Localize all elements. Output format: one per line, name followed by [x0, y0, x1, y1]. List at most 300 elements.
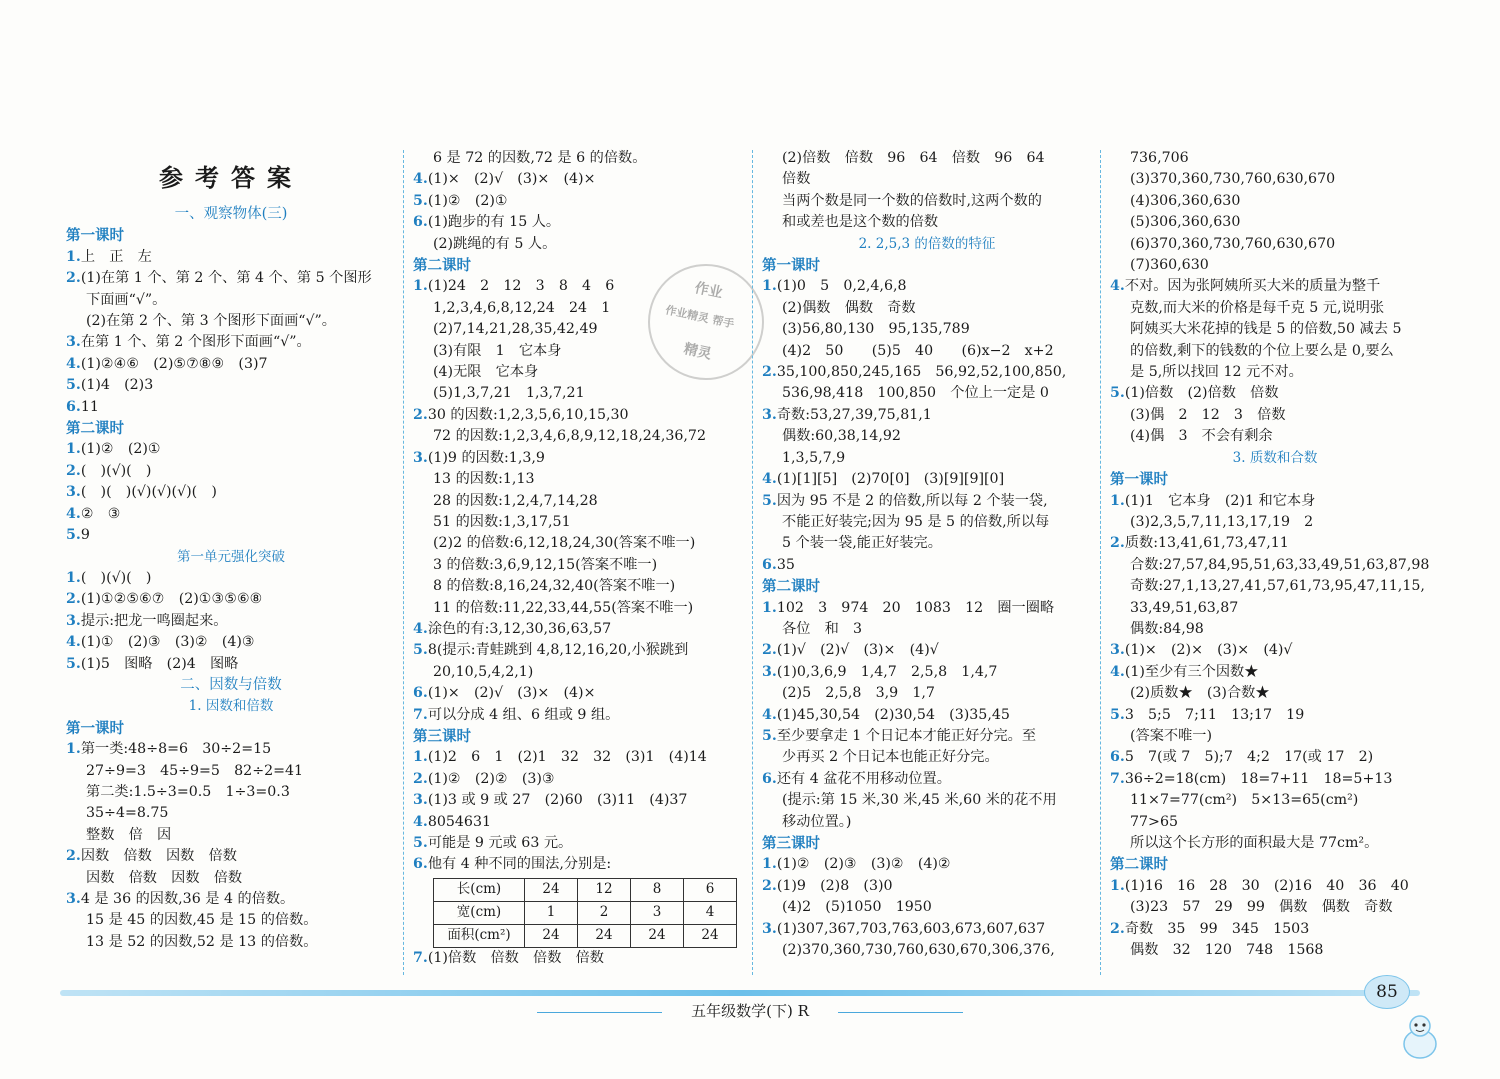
- table-cell: 6: [684, 878, 737, 901]
- answer-line: [413, 705, 743, 726]
- answer-line: [762, 383, 1092, 404]
- mascot-icon: [1390, 1010, 1450, 1062]
- answer-line: [413, 683, 743, 704]
- answer-text: 至少要拿走 1 个日记本才能正好分完。至: [776, 727, 1037, 744]
- answer-line: [413, 747, 743, 768]
- answer-text: 合数:27,57,84,95,51,63,33,49,51,63,87,98: [1130, 556, 1430, 573]
- question-number: 1.: [762, 856, 777, 873]
- question-number: 4.: [66, 355, 81, 372]
- answer-line: [66, 868, 396, 889]
- answer-text: (3)偶 2 12 3 倍数: [1130, 406, 1286, 423]
- answer-line: [66, 311, 396, 332]
- answer-text: (1)0,3,6,9 1,4,7 2,5,8 1,4,7: [776, 663, 998, 680]
- answer-line: [413, 598, 743, 619]
- answer-text: (2)5 2,5,8 3,9 1,7: [782, 685, 935, 702]
- answer-text: 不对。因为张阿姨所买大米的质量为整千: [1124, 278, 1381, 295]
- answer-text: (1)√ (2)√ (3)× (4)√: [776, 642, 939, 659]
- answer-text: (5)306,360,630: [1130, 214, 1241, 231]
- answer-line: [66, 632, 396, 653]
- answer-line: [1110, 662, 1440, 683]
- answer-text: 15 是 45 的因数,45 是 15 的倍数。: [86, 912, 318, 929]
- answer-line: [413, 212, 743, 233]
- question-number: 2.: [66, 462, 81, 479]
- question-number: 1.: [762, 599, 777, 616]
- answer-text: (答案不唯一): [1130, 727, 1213, 744]
- answer-line: [1110, 683, 1440, 704]
- answer-line: [413, 148, 743, 169]
- answer-line: [762, 812, 1092, 833]
- answer-text: 35÷4=8.75: [86, 805, 169, 822]
- answer-line: [413, 448, 743, 469]
- answer-line: [66, 504, 396, 525]
- answer-line: [762, 212, 1092, 233]
- answer-line: [1110, 598, 1440, 619]
- answer-line: [413, 405, 743, 426]
- answer-text: 1,3,5,7,9: [782, 449, 846, 466]
- answer-text: 所以这个长方形的面积最大是 77cm²。: [1130, 835, 1379, 851]
- answer-text: 第二课时: [762, 578, 820, 596]
- answer-text: 11 的倍数:11,22,33,44,55(答案不唯一): [433, 599, 694, 616]
- answer-line: [66, 461, 396, 482]
- answer-line: [413, 833, 743, 854]
- answer-line: [1110, 897, 1440, 918]
- answer-line: [1110, 876, 1440, 897]
- answer-line: [413, 790, 743, 811]
- answer-text: 第二类:1.5÷3=0.5 1÷3=0.3̇: [86, 783, 290, 800]
- subsection-heading: [66, 547, 396, 568]
- answer-line: [762, 533, 1092, 554]
- answer-text: 还有 4 盆花不用移动位置。: [776, 770, 951, 787]
- answer-text: 第一类:48÷8=6 30÷2=15: [80, 741, 272, 758]
- answer-text: (3)23 57 29 99 偶数 偶数 奇数: [1130, 899, 1393, 916]
- answer-text: 提示:把龙一鸣圈起来。: [80, 612, 228, 629]
- answer-line: [762, 276, 1092, 297]
- question-number: 5.: [66, 377, 81, 394]
- section-heading: [66, 204, 396, 225]
- answer-line: [1110, 747, 1440, 768]
- question-number: 6.: [66, 398, 81, 415]
- question-number: 6.: [762, 770, 777, 787]
- answer-line: [1110, 940, 1440, 961]
- answer-line: [1110, 812, 1440, 833]
- answer-line: [762, 469, 1092, 490]
- answer-text: 9: [80, 527, 90, 544]
- answer-text: (1)倍数 (2)倍数 倍数: [1124, 385, 1279, 402]
- answer-line: [66, 375, 396, 396]
- answer-text: (1)5 图略 (2)4 图略: [80, 655, 239, 672]
- answer-line: [1110, 234, 1440, 255]
- answer-text: (1)①②⑤⑥⑦ (2)①③⑤⑥⑧: [80, 591, 263, 608]
- answer-line: [66, 482, 396, 503]
- table-cell: 24: [578, 924, 631, 947]
- question-number: 3.: [762, 663, 777, 680]
- answer-text: 上 正 左: [80, 248, 152, 265]
- answer-text: (1)307,367,703,763,603,673,607,637: [776, 920, 1046, 937]
- answer-text: 3 5;5 7;11 13;17 19: [1124, 706, 1305, 723]
- answer-line: [762, 448, 1092, 469]
- answer-text: (4)偶 3 不会有剩余: [1130, 428, 1273, 445]
- answer-text: ( )(√)( ): [80, 569, 152, 586]
- answer-line: [66, 568, 396, 589]
- answer-text: (1)① (2)③ (3)② (4)③: [80, 634, 255, 651]
- table-cell: 24: [684, 924, 737, 947]
- answer-text: (1)3 或 9 或 27 (2)60 (3)11 (4)37: [427, 792, 688, 809]
- answer-text: 72 的因数:1,2,3,4,6,8,9,12,18,24,36,72: [433, 428, 706, 445]
- answer-text: (2)跳绳的有 5 人。: [433, 235, 557, 252]
- answer-line: [1110, 512, 1440, 533]
- lesson-heading: [413, 726, 743, 747]
- answer-text: 3. 质数和合数: [1232, 449, 1318, 466]
- question-number: 5.: [762, 727, 777, 744]
- question-number: 1.: [66, 741, 81, 758]
- answer-text: 和或差也是这个数的倍数: [782, 214, 939, 231]
- answer-text: 20,10,5,4,2,1): [433, 663, 534, 680]
- answer-text: (1)[1][5] (2)70[0] (3)[9][9][0]: [776, 471, 1005, 488]
- lesson-heading: [66, 718, 396, 739]
- answer-text: 第一课时: [762, 257, 820, 275]
- question-number: 5.: [1110, 385, 1125, 402]
- question-number: 4.: [1110, 663, 1125, 680]
- answer-text: (1)× (2)√ (3)× (4)×: [427, 171, 596, 188]
- question-number: 4.: [413, 171, 428, 188]
- answer-text: 偶数 32 120 748 1568: [1130, 942, 1324, 959]
- answer-text: 移动位置。): [782, 813, 852, 830]
- answer-line: [1110, 169, 1440, 190]
- answer-line: [762, 940, 1092, 961]
- question-number: 3.: [66, 891, 81, 907]
- lesson-heading: [762, 576, 1092, 597]
- answer-text: 因数 倍数 因数 倍数: [86, 869, 243, 886]
- answer-text: (1)× (2)× (3)× (4)√: [1124, 642, 1293, 659]
- answer-text: (1)9 的因数:1,3,9: [427, 449, 545, 466]
- answer-line: [413, 948, 743, 969]
- answer-line: [66, 782, 396, 803]
- answer-line: [762, 919, 1092, 940]
- question-number: 6.: [413, 685, 428, 702]
- column-divider: [403, 150, 404, 975]
- answer-text: 奇数:53,27,39,75,81,1: [776, 406, 932, 423]
- answer-text: 各位 和 3: [782, 620, 862, 637]
- answer-line: [66, 525, 396, 546]
- answer-line: [413, 383, 743, 404]
- dimensions-table: [433, 878, 737, 948]
- answer-text: (1)16 16 28 30 (2)16 40 36 40: [1124, 877, 1409, 894]
- answer-text: (1)45,30,54 (2)30,54 (3)35,45: [776, 706, 1010, 723]
- table-row-label: 宽(cm): [434, 901, 525, 924]
- answer-text: (1)② (2)①: [427, 192, 508, 209]
- answer-line: [66, 332, 396, 353]
- question-number: 2.: [413, 770, 428, 787]
- answer-line: [413, 169, 743, 190]
- answer-text: (1)0 5 0,2,4,6,8: [776, 278, 907, 295]
- question-number: 2.: [762, 877, 777, 894]
- column-divider: [1100, 150, 1101, 975]
- column-divider: [752, 150, 753, 975]
- answer-text: 35,100,850,245,165 56,92,52,100,850,: [776, 364, 1067, 381]
- answer-text: (1)②④⑥ (2)⑤⑦⑧⑨ (3)7: [80, 355, 268, 372]
- column-1: [66, 148, 396, 953]
- answer-text: 可以分成 4 组、6 组或 9 组。: [427, 706, 620, 723]
- question-number: 3.: [66, 612, 81, 629]
- answer-line: [66, 290, 396, 311]
- answer-text: 第一单元强化突破: [177, 548, 285, 565]
- answer-line: [66, 439, 396, 460]
- answer-line: [1110, 640, 1440, 661]
- column-2-body: [413, 148, 743, 969]
- question-number: 3.: [66, 484, 81, 501]
- lesson-heading: [66, 225, 396, 246]
- column-1-body: [66, 204, 396, 953]
- question-number: 7.: [413, 949, 428, 966]
- question-number: 2.: [413, 406, 428, 423]
- lesson-heading: [66, 418, 396, 439]
- answer-line: [1110, 341, 1440, 362]
- answer-text: 质数:13,41,61,73,47,11: [1124, 535, 1289, 552]
- question-number: 2.: [66, 848, 81, 865]
- answer-line: [762, 191, 1092, 212]
- answer-line: [66, 761, 396, 782]
- answer-text: 下面画“√”。: [86, 291, 167, 308]
- question-number: 5.: [413, 642, 428, 659]
- answer-line: [762, 341, 1092, 362]
- answer-line: [762, 897, 1092, 918]
- answer-text: 因数 倍数 因数 倍数: [80, 848, 237, 865]
- question-number: 1.: [1110, 877, 1125, 894]
- table-cell: 1: [525, 901, 578, 924]
- answer-text: 4 是 36 的因数,36 是 4 的倍数。: [80, 891, 295, 907]
- answer-line: [413, 662, 743, 683]
- question-number: 4.: [413, 813, 428, 830]
- answer-line: [762, 555, 1092, 576]
- answer-text: ( )( )(√)(√)(√)( ): [80, 484, 217, 501]
- answer-text: (2)2 的倍数:6,12,18,24,30(答案不唯一): [433, 535, 696, 552]
- answer-line: [66, 803, 396, 824]
- footer: [0, 1000, 1500, 1021]
- answer-text: (2)在第 2 个、第 3 个图形下面画“√”。: [86, 313, 336, 330]
- answer-text: (1)4 (2)3: [80, 377, 154, 394]
- subsection-heading: [762, 234, 1092, 255]
- answer-line: [413, 491, 743, 512]
- answer-text: (3)56,80,130 95,135,789: [782, 321, 970, 338]
- answer-text: (7)360,630: [1130, 257, 1209, 274]
- answer-text: 二、因数与倍数: [180, 676, 282, 693]
- table-cell: 12: [578, 878, 631, 901]
- question-number: 5.: [1110, 706, 1125, 723]
- table-cell: 3: [631, 901, 684, 924]
- answer-text: (3)370,360,730,760,630,670: [1130, 171, 1336, 188]
- answer-text: (2)偶数 偶数 奇数: [782, 299, 916, 316]
- answer-text: 克数,而大米的价格是每千克 5 元,说明张: [1130, 299, 1385, 316]
- table-cell: 8: [631, 878, 684, 901]
- question-number: 3.: [413, 449, 428, 466]
- answer-text: 8054631: [427, 813, 491, 830]
- answer-text: (4)2 50 (5)5 40 (6)x−2 x+2: [782, 342, 1054, 359]
- question-number: 4.: [66, 634, 81, 651]
- table-row-label: 长(cm): [434, 878, 525, 901]
- answer-line: [762, 876, 1092, 897]
- question-number: 5.: [762, 492, 777, 509]
- answer-text: 第一课时: [66, 719, 124, 737]
- answer-line: [66, 910, 396, 931]
- answer-line: [1110, 769, 1440, 790]
- answer-text: 736,706: [1130, 150, 1189, 166]
- page-title: 参考答案: [159, 163, 303, 192]
- answer-line: [762, 790, 1092, 811]
- answer-text: 第二课时: [1110, 856, 1168, 874]
- answer-text: 1. 因数和倍数: [188, 698, 274, 715]
- answer-text: 少再买 2 个日记本也能正好分完。: [782, 749, 999, 766]
- answer-line: [1110, 148, 1440, 169]
- answer-text: 第二课时: [413, 257, 471, 275]
- answer-line: [413, 512, 743, 533]
- question-number: 7.: [1110, 770, 1125, 787]
- lesson-heading: [413, 255, 743, 276]
- question-number: 3.: [1110, 642, 1125, 659]
- table-cell: 4: [684, 901, 737, 924]
- answer-text: 33,49,51,63,87: [1130, 599, 1239, 616]
- question-number: 6.: [1110, 749, 1125, 766]
- answer-text: 是 5,所以找回 12 元不对。: [1130, 364, 1303, 381]
- answer-line: [1110, 576, 1440, 597]
- answer-line: [1110, 405, 1440, 426]
- answer-text: (1)至少有三个因数★: [1124, 663, 1259, 680]
- answer-text: 1,2,3,4,6,8,12,24 24 1: [433, 299, 611, 316]
- answer-text: 11×7=77(cm²) 5×13=65(cm²): [1130, 792, 1359, 809]
- answer-line: [66, 611, 396, 632]
- answer-line: [413, 555, 743, 576]
- column-3-body: [762, 148, 1092, 961]
- answer-line: [1110, 212, 1440, 233]
- answer-line: [1110, 298, 1440, 319]
- answer-text: (4)无限 它本身: [433, 364, 539, 381]
- column-2: [413, 148, 743, 969]
- answer-text: 51 的因数:1,3,17,51: [433, 513, 571, 530]
- answer-line: [1110, 319, 1440, 340]
- question-number: 1.: [413, 749, 428, 766]
- answer-line: [413, 426, 743, 447]
- answer-text: 8 的倍数:8,16,24,32,40(答案不唯一): [433, 578, 676, 595]
- answer-line: [762, 598, 1092, 619]
- subsection-heading: [1110, 448, 1440, 469]
- question-number: 5.: [66, 655, 81, 672]
- answer-text: (1)× (2)√ (3)× (4)×: [427, 685, 596, 702]
- question-number: 4.: [66, 505, 81, 522]
- question-number: 5.: [413, 835, 428, 851]
- answer-text: (1)24 2 12 3 8 4 6: [427, 278, 615, 295]
- answer-line: [413, 298, 743, 319]
- answer-line: [762, 298, 1092, 319]
- answer-text: 13 的因数:1,13: [433, 471, 535, 488]
- answer-text: 倍数: [782, 171, 811, 188]
- question-number: 5.: [66, 527, 81, 544]
- answer-text: 第一课时: [1110, 471, 1168, 489]
- column-4-body: [1110, 148, 1440, 961]
- answer-text: 在第 1 个、第 2 个图形下面画“√”。: [80, 334, 311, 351]
- table-cell: 24: [525, 924, 578, 947]
- answer-line: [762, 769, 1092, 790]
- question-number: 3.: [762, 406, 777, 423]
- answer-line: [66, 397, 396, 418]
- table-cell: 24: [631, 924, 684, 947]
- answer-line: [1110, 533, 1440, 554]
- answer-text: 当两个数是同一个数的倍数时,这两个数的: [782, 192, 1042, 209]
- answer-text: 102 3 974 20 1083 12 圈一圈略: [776, 599, 1055, 616]
- answer-text: (1)跑步的有 15 人。: [427, 214, 561, 231]
- answer-line: [762, 640, 1092, 661]
- question-number: 7.: [413, 706, 428, 723]
- answer-line: [1110, 191, 1440, 212]
- answer-text: 536,98,418 100,850 个位上一定是 0: [782, 385, 1049, 402]
- answer-text: (1)② (2)①: [80, 441, 161, 458]
- watermark-stamp: 作业 作业精灵 帮手 精灵: [637, 253, 775, 391]
- answer-text: 5 7(或 7 5);7 4;2 17(或 17 2): [1124, 749, 1374, 766]
- answer-text: 11: [80, 398, 99, 415]
- answer-text: 13 是 52 的因数,52 是 13 的倍数。: [86, 933, 318, 950]
- answer-line: [413, 576, 743, 597]
- subsection-heading: [66, 696, 396, 717]
- answer-text: (1)② (2)② (3)③: [427, 770, 555, 787]
- answer-line: [66, 589, 396, 610]
- answer-line: [66, 846, 396, 867]
- question-number: 1.: [413, 278, 428, 295]
- answer-text: 第三课时: [762, 835, 820, 852]
- question-number: 3.: [762, 920, 777, 937]
- answer-text: 的倍数,剩下的钱数的个位上要么是 0,要么: [1130, 342, 1394, 359]
- answer-line: [413, 769, 743, 790]
- question-number: 6.: [413, 856, 428, 873]
- question-number: 3.: [413, 792, 428, 809]
- answer-text: 涂色的有:3,12,30,36,63,57: [427, 620, 612, 637]
- answer-line: [66, 825, 396, 846]
- question-number: 2.: [1110, 920, 1125, 937]
- answer-line: [66, 247, 396, 268]
- answer-text: 偶数:60,38,14,92: [782, 428, 901, 445]
- bottom-decorative-bar: [60, 990, 1420, 996]
- question-number: 1.: [66, 248, 81, 265]
- question-number: 4.: [762, 706, 777, 723]
- table-row: [434, 901, 737, 924]
- answer-line: [762, 426, 1092, 447]
- question-number: 5.: [413, 192, 428, 209]
- section-heading: [66, 675, 396, 696]
- question-number: 4.: [1110, 278, 1125, 295]
- answer-text: (5)1,3,7,21 1,3,7,21: [433, 385, 585, 402]
- answer-line: [413, 234, 743, 255]
- answer-line: [413, 276, 743, 297]
- answer-line: [762, 705, 1092, 726]
- answer-text: 6 是 72 的因数,72 是 6 的倍数。: [433, 150, 647, 166]
- table-row-label: 面积(cm²): [434, 924, 525, 947]
- answer-line: [1110, 383, 1440, 404]
- answer-line: [413, 362, 743, 383]
- answer-line: [1110, 790, 1440, 811]
- lesson-heading: [1110, 854, 1440, 875]
- answer-text: (3)2,3,5,7,11,13,17,19 2: [1130, 513, 1314, 530]
- table-row: [434, 878, 737, 901]
- answer-line: [1110, 833, 1440, 854]
- page-number: 85: [1364, 975, 1410, 1009]
- answer-line: [762, 619, 1092, 640]
- answer-text: 整数 倍 因: [86, 826, 172, 843]
- answer-line: [413, 341, 743, 362]
- answer-text: 77>65: [1130, 813, 1178, 830]
- lesson-heading: [762, 833, 1092, 854]
- answer-text: (提示:第 15 米,30 米,45 米,60 米的花不用: [782, 792, 1057, 809]
- question-number: 1.: [66, 441, 81, 458]
- answer-line: [66, 268, 396, 289]
- answer-text: (1)② (2)③ (3)② (4)②: [776, 856, 951, 873]
- answer-text: 因为 95 不是 2 的倍数,所以每 2 个装一袋,: [776, 492, 1048, 509]
